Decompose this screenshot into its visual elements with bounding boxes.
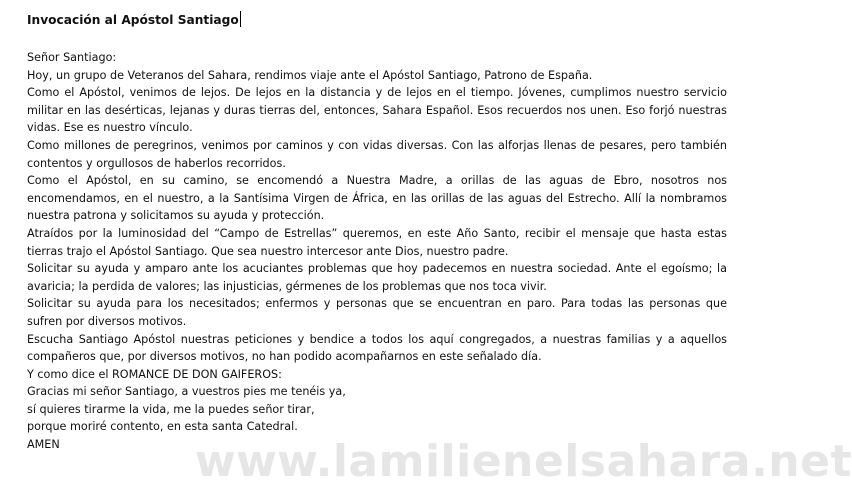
paragraph: Como millones de peregrinos, venimos por caminos y con vidas diversas. Con las alforjas llenas de pesares, pero también contentos y orgullosos de haberlos recorridos. [27, 138, 727, 170]
paragraph: Y como dice el ROMANCE DE DON GAIFEROS: [27, 367, 282, 381]
document-title-text: Invocación al Apóstol Santiago [27, 13, 239, 27]
document-page [27, 10, 727, 454]
document-body[interactable] [27, 49, 727, 454]
verse-line: Gracias mi señor Santiago, a vuestros pies me tenéis ya, [27, 385, 346, 399]
paragraph: Escucha Santiago Apóstol nuestras peticiones y bendice a todos los aquí congregados, a nuestras familias y a aquellos compañeros que, por diversos motivos, no han podido acompañarnos en este señalado día. [27, 332, 727, 364]
paragraph: Atraídos por la luminosidad del “Campo de Estrellas” queremos, en este Año Santo, recibir el mensaje que hasta estas tierras trajo el Apóstol Santiago. Que sea nuestro intercesor ante Dios, nuestro padre. [27, 226, 727, 258]
document-title [27, 10, 727, 30]
watermark: www.lamilienelsahara.net [195, 436, 852, 487]
verse-line: sí quieres tirarme la vida, me la puedes señor tirar, [27, 402, 315, 416]
closing-amen: AMEN [27, 438, 60, 452]
paragraph: Solicitar su ayuda y amparo ante los acuciantes problemas que hoy padecemos en nuestra sociedad. Ante el egoísmo; la avaricia; la perdida de valores; las injusticias, gérmenes de los problemas que nos toca vivir. [27, 262, 727, 293]
paragraph: Como el Apóstol, venimos de lejos. De lejos en la distancia y de lejos en el tiempo. Jóvenes, cumplimos nuestro servicio militar en las desérticas, lejanas y duras tierras del, entonces, Sahara Español. Esos recuerdos nos unen. Eso forjó nuestras vidas. Ese es nuestro vínculo. [27, 86, 727, 135]
paragraph: Hoy, un grupo de Veteranos del Sahara, rendimos viaje ante el Apóstol Santiago, Patrono de España. [27, 68, 593, 82]
paragraph: Señor Santiago: [27, 51, 117, 64]
verse-line: porque moriré contento, en esta santa Catedral. [27, 420, 298, 434]
paragraph: Como el Apóstol, en su camino, se encomendó a Nuestra Madre, a orillas de las aguas de Ebro, nosotros nos encomendamos, en el nuestro, a la Santísima Virgen de África, en las orillas de las aguas del Estrecho. Allí la nombramos nuestra patrona y solicitamos su ayuda y protección. [27, 174, 727, 223]
text-cursor [240, 11, 241, 27]
paragraph: Solicitar su ayuda para los necesitados; enfermos y personas que se encuentran en paro. Para todas las personas que sufren por diversos motivos. [27, 297, 727, 328]
